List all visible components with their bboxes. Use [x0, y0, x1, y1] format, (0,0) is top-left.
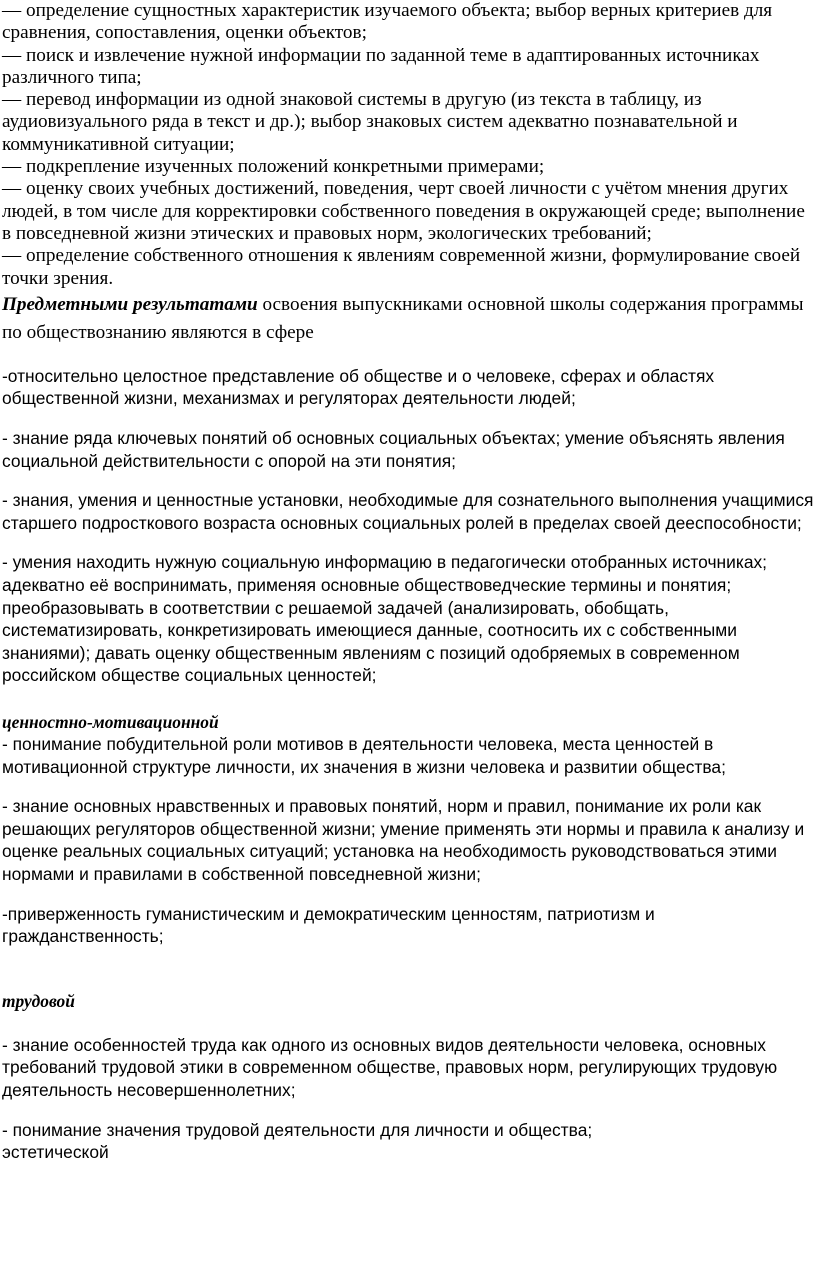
list-item: — определение сущностных характеристик изучаемого объекта; выбор верных критериев для сравнения, сопоставления, оценки объектов;	[2, 0, 773, 44]
list-item: — поиск и извлечение нужной информации по заданной теме в адаптированных источниках различного типа;	[2, 44, 760, 88]
list-item: — подкрепление изученных положений конкретными примерами;	[2, 156, 545, 178]
section-heading: трудовой	[2, 990, 75, 1011]
list-item: - понимание побудительной роли мотивов в деятельности человека, места ценностей в мотивационной структуре личности, их значения в жизни человека и развитии общества;	[2, 733, 726, 777]
list-item: -относительно целостное представление об обществе и о человеке, сферах и областях общественной жизни, механизмах и регуляторах деятельности людей;	[2, 365, 715, 409]
list-item: -приверженность гуманистическим и демократическим ценностям, патриотизм и гражданственность;	[2, 903, 655, 947]
cognitive-section	[2, 365, 814, 687]
section-heading: ценностно-мотивационной	[2, 711, 219, 732]
list-item: — определение собственного отношения к явлениям современной жизни, формулирование своей точки зрения.	[2, 245, 801, 289]
list-item: - знание особенностей труда как одного из основных видов деятельности человека, основных требований трудовой этики в современном обществе, правовых норм, регулирующих трудовую деятельность несовершеннолетних;	[2, 1034, 778, 1100]
labor-section	[2, 990, 814, 1164]
list-item: - понимание значения трудовой деятельности для личности и общества;	[2, 1119, 593, 1140]
list-item: — оценку своих учебных достижений, поведения, черт своей личности с учётом мнения других людей, в том числе для корректировки собственного поведения в окружающей среде; выполнение в повседневной жизни этических и правовых норм, экологических требований;	[2, 178, 805, 244]
subject-results-emphasis: Предметными результатами	[2, 293, 258, 315]
list-item: - умения находить нужную социальную информацию в педагогически отобранных источниках; адекватно её воспринимать, применяя основные обществоведческие термины и понятия; преобразовывать в соответствии с решаемой задачей (анализировать, обобщать, систематизировать, конкретизировать имеющиеся данные, соотносить их с собственными знаниями); давать оценку общественным явлениям с позиций одобряемых в современном российском обществе социальных ценностей;	[2, 552, 768, 686]
value-motivation-section	[2, 711, 814, 948]
aesthetic-section-heading: эстетической	[2, 1142, 109, 1163]
list-item: - знание ряда ключевых понятий об основных социальных объектах; умение объяснять явления социальной действительности с опорой на эти понятия;	[2, 428, 785, 471]
subject-results-intro	[2, 291, 814, 347]
list-item: - знание основных нравственных и правовых понятий, норм и правил, понимание их роли как решающих регуляторов общественной жизни; умение применять эти нормы и правила к анализу и оценке реальных социальных ситуаций; установка на необходимость руководствоваться этими нормами и правилами в собственной повседневной жизни;	[2, 796, 805, 884]
list-item: - знания, умения и ценностные установки, необходимые для сознательного выполнения учащимися старшего подросткового возраста основных социальных ролей в пределах своей дееспособности;	[2, 490, 814, 533]
subject-results-intro-text: освоения выпускниками основной школы содержания программы по обществознанию являются в сфере	[2, 293, 804, 343]
list-item: — перевод информации из одной знаковой системы в другую (из текста в таблицу, из аудиовизуального ряда в текст и др.); выбор знаковых систем адекватно познавательной и коммуникативной ситуации;	[2, 89, 738, 155]
meta-subject-results-list	[2, 0, 814, 290]
